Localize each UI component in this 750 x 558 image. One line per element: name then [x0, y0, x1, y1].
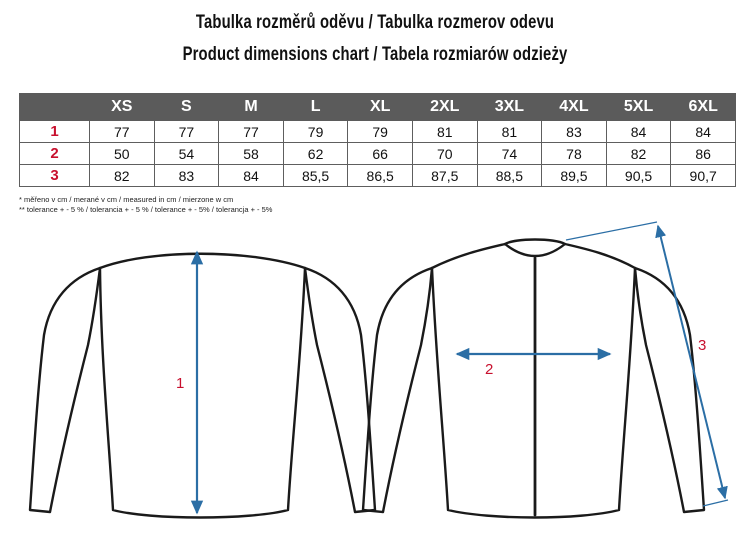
table-cell: 90,7	[671, 165, 736, 187]
measure-3-guide-end	[703, 500, 728, 506]
header-size-2xl: 2XL	[412, 94, 477, 121]
table-cell: 88,5	[477, 165, 542, 187]
header-size-6xl: 6XL	[671, 94, 736, 121]
back-body	[100, 254, 305, 518]
table-cell: 74	[477, 143, 542, 165]
table-cell: 83	[542, 121, 607, 143]
table-cell: 89,5	[542, 165, 607, 187]
tolerance-note: ** tolerance + - 5 % / tolerancia + - 5 % / tolerance + - 5% / tolerancja + - 5%	[19, 205, 273, 214]
table-cell: 77	[90, 121, 155, 143]
table-cell: 87,5	[412, 165, 477, 187]
header-size-m: M	[219, 94, 284, 121]
table-cell: 90,5	[606, 165, 671, 187]
table-cell: 62	[283, 143, 348, 165]
header-size-xl: XL	[348, 94, 413, 121]
measure-3-label: 3	[698, 337, 707, 354]
row-label: 2	[20, 143, 90, 165]
measure-3-guide	[566, 222, 657, 240]
front-body	[432, 244, 635, 518]
table-cell: 83	[154, 165, 219, 187]
measure-3-arrow	[658, 226, 725, 498]
table-cell: 79	[348, 121, 413, 143]
table-cell: 77	[219, 121, 284, 143]
chart-title-cz-sk: Tabulka rozměrů oděvu / Tabulka rozmerov odevu	[195, 12, 555, 33]
table-cell: 77	[154, 121, 219, 143]
table-cell: 81	[477, 121, 542, 143]
table-cell: 58	[219, 143, 284, 165]
measure-1-label: 1	[176, 375, 185, 392]
front-collar	[505, 240, 565, 245]
table-cell: 78	[542, 143, 607, 165]
table-cell: 81	[412, 121, 477, 143]
row-label: 3	[20, 165, 90, 187]
header-size-4xl: 4XL	[542, 94, 607, 121]
table-cell: 82	[606, 143, 671, 165]
table-cell: 84	[219, 165, 284, 187]
table-cell: 86,5	[348, 165, 413, 187]
table-cell: 70	[412, 143, 477, 165]
units-note: * měřeno v cm / merané v cm / measured in cm / mierzone w cm	[19, 195, 234, 204]
header-size-l: L	[283, 94, 348, 121]
header-size-5xl: 5XL	[606, 94, 671, 121]
header-size-xs: XS	[90, 94, 155, 121]
header-size-s: S	[154, 94, 219, 121]
jacket-front-outline	[363, 240, 707, 518]
table-cell: 84	[606, 121, 671, 143]
table-cell: 79	[283, 121, 348, 143]
table-cell: 85,5	[283, 165, 348, 187]
front-right-sleeve	[635, 268, 707, 512]
table-cell: 54	[154, 143, 219, 165]
header-size-3xl: 3XL	[477, 94, 542, 121]
chart-title-en-pl: Product dimensions chart / Tabela rozmiarów odzieży	[182, 44, 568, 65]
jacket-back-outline	[30, 254, 375, 518]
table-cell: 84	[671, 121, 736, 143]
measure-2-label: 2	[485, 361, 494, 378]
table-cell: 66	[348, 143, 413, 165]
table-cell: 86	[671, 143, 736, 165]
table-cell: 50	[90, 143, 155, 165]
row-label: 1	[20, 121, 90, 143]
table-cell: 82	[90, 165, 155, 187]
back-left-sleeve	[30, 268, 100, 512]
